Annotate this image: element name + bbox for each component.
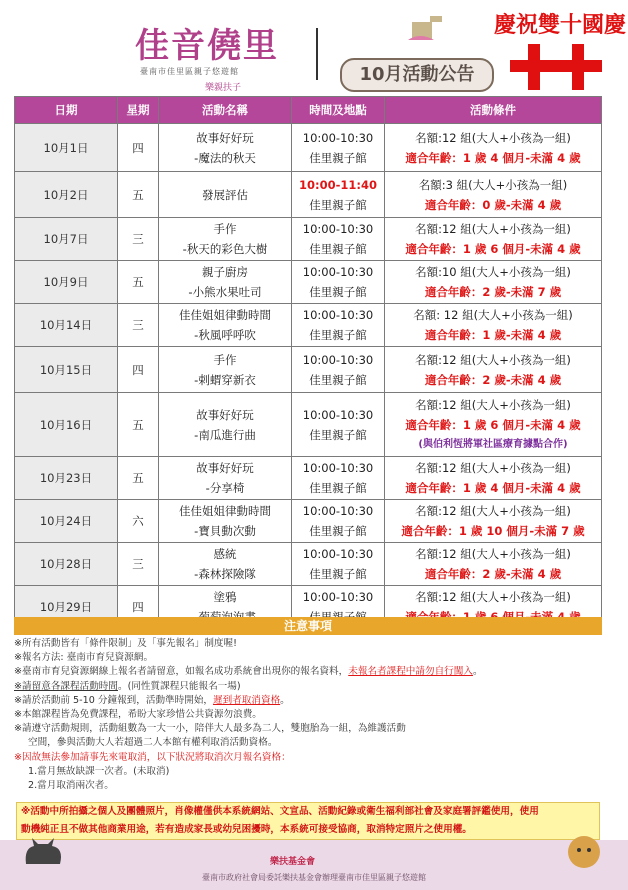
notice-text: 。: [472, 666, 483, 678]
age-text: 適合年齡：1 歲-未滿 4 歲: [424, 328, 562, 342]
date-cell: 10月23日: [15, 457, 118, 500]
logo-title: 佳音僥里: [135, 26, 279, 66]
date-cell: 10月24日: [15, 500, 118, 543]
activity-name: 故事好好玩: [196, 407, 254, 422]
weekday-cell: 三: [118, 543, 159, 586]
quota-text: 名額:12 組(大人+小孩為一組): [415, 590, 571, 604]
weekday-cell: 六: [118, 500, 159, 543]
date-cell: 10月2日: [15, 172, 118, 218]
age-text: 適合年齡：2 歲-未滿 7 歲: [424, 285, 562, 299]
time-text: 10:00-10:30: [302, 130, 374, 145]
notice-item: ※本館課程皆為免費課程，希盼大家珍惜公共資源勿浪費。: [14, 709, 262, 721]
quota-text: 名額:3 組(大人+小孩為一組): [418, 177, 568, 192]
time-cell: [292, 347, 385, 393]
weekday-cell: 五: [118, 457, 159, 500]
activity-cell: [159, 457, 292, 500]
col-activity: 活動名稱: [159, 97, 292, 124]
time-cell: [292, 261, 385, 304]
cat-icon: [20, 834, 68, 870]
time-cell: [292, 304, 385, 347]
conditions-cell: [385, 500, 602, 543]
table-row: [15, 218, 602, 261]
date-cell: 10月9日: [15, 261, 118, 304]
time-text: 10:00-10:30: [302, 352, 374, 367]
activity-cell: [159, 543, 292, 586]
place-text: 佳里親子館: [309, 372, 367, 387]
activity-name: 佳佳姐姐律動時間: [179, 308, 271, 322]
activity-subtitle: -秋風呼呼吹: [194, 328, 256, 342]
conditions-cell: [385, 304, 602, 347]
table-row: [15, 543, 602, 586]
warning-line: 動機純正且不做其他商業用途，若有造成家長或幼兒困擾時，本系統可接受協商，取消特定照片之使用權。: [21, 824, 472, 835]
conditions-cell: [385, 218, 602, 261]
notice-highlight: ※請留意各課程活動時間: [14, 680, 118, 692]
activity-name: 故事好好玩: [196, 461, 254, 475]
quota-text: 名額:12 組(大人+小孩為一組): [415, 461, 571, 475]
notice-text: ※臺南市育兒資源網線上報名者請留意，如報名成功系統會出現你的報名資料，: [14, 666, 349, 678]
notice-item: ※請遵守活動規則，活動組數為一大一小，陪伴大人最多為二人，雙胞胎為一組，為維護活動: [14, 723, 406, 735]
activity-name: 佳佳姐姐律動時間: [179, 504, 271, 518]
table-row: [15, 261, 602, 304]
activity-cell: [159, 500, 292, 543]
date-cell: 10月16日: [15, 393, 118, 457]
activity-cell: [159, 172, 292, 218]
activity-cell: [159, 393, 292, 457]
warning-line: ※活動中所拍攝之個人及團體照片，肖像權僅供本系統網站、文宣品、活動紀錄或衛生福利部社會及家庭署評鑑使用，使用: [21, 806, 539, 817]
time-text: 10:00-10:30: [302, 265, 374, 279]
conditions-cell: [385, 172, 602, 218]
activity-subtitle: -南瓜進行曲: [194, 427, 256, 442]
time-text: 10:00-10:30: [302, 461, 374, 475]
place-text: 佳里親子館: [309, 567, 367, 581]
place-text: 佳里親子館: [309, 242, 367, 256]
place-text: 佳里親子館: [309, 481, 367, 495]
conditions-cell: [385, 347, 602, 393]
time-cell: [292, 124, 385, 172]
notice-title: 注意事項: [14, 617, 602, 635]
place-text: 佳里親子館: [309, 524, 367, 538]
age-text: 適合年齡：1 歲 10 個月-未滿 7 歲: [401, 524, 585, 538]
table-row: [15, 347, 602, 393]
notice-item: [14, 694, 602, 708]
col-date: 日期: [15, 97, 118, 124]
quota-text: 名額:12 組(大人+小孩為一組): [415, 504, 571, 518]
age-text: 適合年齡：2 歲-未滿 4 歲: [424, 567, 562, 581]
time-cell: [292, 543, 385, 586]
activity-subtitle: -秋天的彩色大樹: [182, 242, 268, 256]
activity-cell: [159, 304, 292, 347]
footer-text: 臺南市政府社會局委託樂扶基金會辦理臺南市佳里區親子悠遊館: [202, 873, 426, 882]
weekday-cell: 四: [118, 124, 159, 172]
activity-subtitle: -森林探險隊: [194, 567, 256, 581]
partner-note: (與伯利恆將軍社區療育據點合作): [418, 438, 568, 450]
quota-text: 名額:12 組(大人+小孩為一組): [415, 397, 571, 412]
place-text: 佳里親子館: [309, 427, 367, 442]
age-text: 適合年齡：1 歲 6 個月-未滿 4 歲: [405, 417, 581, 432]
date-cell: 10月28日: [15, 543, 118, 586]
date-cell: 10月14日: [15, 304, 118, 347]
time-text: 10:00-10:30: [302, 222, 374, 236]
age-text: 適合年齡：2 歲-未滿 4 歲: [424, 372, 562, 387]
time-text: 10:00-10:30: [302, 308, 374, 322]
conditions-cell: [385, 261, 602, 304]
quota-text: 名額: 12 組(大人+小孩為一組): [413, 308, 573, 322]
weekday-cell: 五: [118, 393, 159, 457]
schedule-table: [14, 96, 602, 629]
activity-subtitle: -分享椅: [205, 481, 245, 495]
month-title: 10月活動公告: [340, 58, 494, 92]
age-text: 適合年齡：0 歲-未滿 4 歲: [424, 197, 562, 212]
notice-item: ※報名方法: 臺南市育兒資源網。: [14, 652, 154, 664]
activity-subtitle: -魔法的秋天: [194, 150, 256, 165]
festive-banner: 慶祝雙十國慶: [494, 12, 627, 38]
time-cell: [292, 218, 385, 261]
weekday-cell: 三: [118, 304, 159, 347]
quota-text: 名額:10 組(大人+小孩為一組): [415, 265, 571, 279]
activity-name: 感統: [213, 547, 237, 561]
date-cell: 10月1日: [15, 124, 118, 172]
conditions-cell: [385, 124, 602, 172]
time-text: 10:00-10:30: [302, 504, 374, 518]
activity-name: 手作: [213, 222, 237, 236]
header-divider: [316, 28, 318, 80]
conditions-cell: [385, 457, 602, 500]
logo-subtitle: 臺南市佳里區親子悠遊館: [140, 67, 239, 76]
time-text: 10:00-10:30: [302, 590, 374, 604]
activity-subtitle: -寶貝動次動: [194, 524, 256, 538]
activity-name: 塗鴉: [213, 590, 237, 604]
activity-cell: [159, 347, 292, 393]
header: [0, 0, 628, 96]
weekday-cell: 四: [118, 347, 159, 393]
notice-text: 。(同性質課程只能報名一場): [117, 680, 241, 692]
table-header-row: [15, 97, 602, 124]
notice-highlight: 遲到者取消資格: [213, 694, 281, 706]
age-text: 適合年齡：1 歲 4 個月-未滿 4 歲: [405, 481, 581, 495]
date-cell: 10月29日: [15, 586, 118, 629]
age-text: 適合年齡：1 歲 4 個月-未滿 4 歲: [405, 150, 581, 165]
quota-text: 名額:12 組(大人+小孩為一組): [415, 222, 571, 236]
quota-text: 名額:12 組(大人+小孩為一組): [415, 547, 571, 561]
activity-name: 手作: [213, 352, 237, 367]
weekday-cell: 五: [118, 261, 159, 304]
notice-item: 空間，參與活動大人若超過二人本館有權利取消活動資格。: [28, 737, 278, 749]
activity-subtitle: -剌蝟穿新衣: [194, 372, 256, 387]
activity-cell: [159, 218, 292, 261]
col-conditions: 活動條件: [385, 97, 602, 124]
quota-text: 名額:12 組(大人+小孩為一組): [415, 352, 571, 367]
time-text: 10:00-10:30: [302, 407, 374, 422]
place-text: 佳里親子館: [309, 285, 367, 299]
notice-item: ※因故無法參加請事先來電取消，以下狀況將取消次月報名資格：: [14, 751, 291, 763]
conditions-cell: [385, 543, 602, 586]
col-weekday: 星期: [118, 97, 159, 124]
quota-text: 名額:12 組(大人+小孩為一組): [415, 130, 571, 145]
place-text: 佳里親子館: [309, 197, 367, 212]
notice-item: 1.當月無故缺課一次者。(未取消): [28, 765, 170, 777]
photo-rights-notice: [16, 802, 600, 840]
notice-list: [14, 637, 602, 793]
activity-cell: [159, 124, 292, 172]
age-text: 適合年齡：1 歲 6 個月-未滿 4 歲: [405, 242, 581, 256]
table-row: [15, 457, 602, 500]
date-cell: 10月7日: [15, 218, 118, 261]
notice-item: [14, 680, 602, 694]
activity-name: 發展評估: [202, 187, 248, 202]
table-row: [15, 304, 602, 347]
notice-highlight: 未報名者課程中請勿自行闖入: [348, 666, 473, 678]
notice-item: ※所有活動皆有「條件限制」及「事先報名」制度喔!: [14, 638, 237, 649]
time-cell: [292, 500, 385, 543]
table-row: [15, 124, 602, 172]
weekday-cell: 五: [118, 172, 159, 218]
time-text: 10:00-11:40: [299, 177, 377, 192]
place-text: 佳里親子館: [309, 328, 367, 342]
notice-item: [14, 665, 602, 679]
place-text: 佳里親子館: [309, 150, 367, 165]
table-row: [15, 500, 602, 543]
paint-bucket-icon: [404, 12, 444, 46]
weekday-cell: 三: [118, 218, 159, 261]
cartoon-character-icon: [560, 830, 608, 870]
table-row: [15, 393, 602, 457]
activity-subtitle: -小熊水果吐司: [188, 285, 262, 299]
table-row: [15, 172, 602, 218]
notice-item: 2.當月取消兩次者。: [28, 780, 114, 792]
time-cell: [292, 457, 385, 500]
time-cell: [292, 172, 385, 218]
time-text: 10:00-10:30: [302, 547, 374, 561]
weekday-cell: 四: [118, 586, 159, 629]
activity-name: 故事好好玩: [196, 130, 254, 145]
notice-text: 。: [280, 694, 290, 706]
activity-name: 親子廚房: [202, 265, 248, 279]
date-cell: 10月15日: [15, 347, 118, 393]
time-cell: [292, 393, 385, 457]
foundation-logo: 樂扶基金會: [270, 857, 316, 867]
conditions-cell: [385, 393, 602, 457]
notice-text: ※請於活動前 5-10 分鐘報到，活動準時開始，: [14, 694, 214, 706]
logo-tagline: 樂親扶子: [205, 83, 242, 93]
col-time-place: 時間及地點: [292, 97, 385, 124]
activity-cell: [159, 261, 292, 304]
red-cross-flag-icon: [510, 44, 602, 90]
